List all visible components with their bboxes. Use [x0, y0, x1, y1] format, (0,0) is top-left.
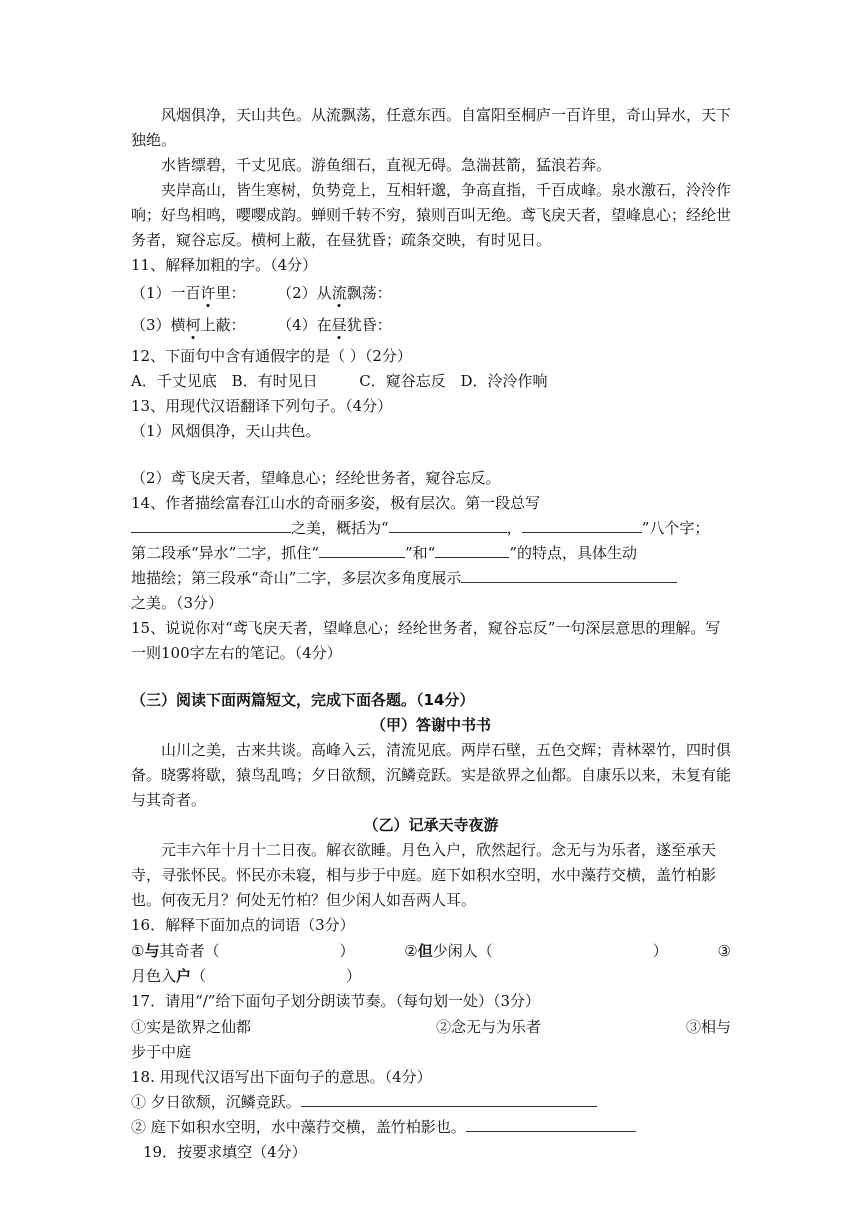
- q16-bold-word: 与: [144, 942, 160, 960]
- answer-blank[interactable]: [131, 516, 291, 533]
- question-14-line-3: [131, 541, 731, 566]
- option-d: D．泠泠作响: [460, 372, 548, 390]
- q16-text: 少闲人（: [432, 942, 493, 960]
- q16-text: ）: [346, 967, 362, 985]
- question-18-item-2: [131, 1115, 731, 1140]
- q16-text: 月色入: [131, 967, 177, 985]
- question-14-line-4: [131, 566, 731, 591]
- q11-item-3-suffix: 上蔽：: [200, 316, 246, 334]
- answer-blank[interactable]: [522, 516, 642, 533]
- passage-a-text: 山川之美，古来共谈。高峰入云，清流见底。两岸石壁，五色交辉；青林翠竹，四时俱备。晓雾将歇，猿鸟乱鸣；夕日欲颓，沉鳞竞跃。实是欲界之仙都。自康乐以来，未复有能与其奇者。: [131, 741, 732, 809]
- q16-text: （: [191, 967, 207, 985]
- q11-item-2-prefix: （2）从: [277, 284, 332, 302]
- q11-item-4-prefix: （4）在: [277, 316, 332, 334]
- q11-item-3-prefix: （3）横: [131, 316, 186, 334]
- question-14-line-2: [131, 516, 731, 541]
- question-16-items-row1: [131, 938, 731, 964]
- answer-blank[interactable]: [461, 566, 677, 583]
- q16-label: ②: [404, 942, 418, 960]
- passage-a-title: （甲）答谢中书书: [370, 716, 491, 734]
- q17-sentence-b: ②念无与为乐者: [435, 1018, 541, 1036]
- q16-bold-word: 但: [417, 942, 433, 960]
- q11-item-4-suffix: 犹昏：: [346, 316, 392, 334]
- section-3-heading: （三）阅读下面两篇短文，完成下面各题。（14分）: [131, 691, 475, 709]
- answer-blank[interactable]: [466, 1115, 636, 1132]
- exam-page: [131, 103, 731, 1165]
- q17-sentence-a: ①实是欲界之仙都: [131, 1018, 252, 1036]
- q17-sentence-c-cont: 步于中庭: [131, 1043, 192, 1061]
- question-12-title: 12、下面句中含有通假字的是（ ）（2分）: [131, 347, 412, 365]
- passage-b-title: （乙）记承天寺夜游: [363, 816, 499, 834]
- question-13-sentence-2: （2）鸢飞戾天者，望峰息心；经纶世务者，窥谷忘反。: [131, 469, 501, 487]
- q14-text: ”八个字；: [641, 519, 710, 537]
- question-12-options: [131, 369, 731, 394]
- question-14-line-1: 14、作者描绘富春江山水的奇丽多姿，极有层次。第一段总写: [131, 494, 541, 512]
- question-16-title: 16．解释下面加点的词语（3分）: [131, 916, 355, 934]
- answer-blank[interactable]: [389, 516, 507, 533]
- passage-paragraph: 夹岸高山，皆生寒树，负势竞上，互相轩邈，争高直指，千百成峰。泉水激石，泠泠作响；好鸟相鸣，嘤嘤成韵。蝉则千转不穷，猿则百叫无绝。鸢飞戾天者，望峰息心；经纶世务者，窥谷忘反。横柯上蔽，在昼犹昏；疏条交映，有时见日。: [131, 181, 732, 249]
- question-18-title: 18. 用现代汉语写出下面句子的意思。（4分）: [131, 1068, 432, 1086]
- option-c: C．窥谷忘反: [359, 372, 446, 390]
- q11-item-3-dotted-char: 柯: [185, 316, 201, 334]
- q11-item-4-dotted-char: 昼: [331, 316, 347, 334]
- q16-bold-word: 户: [176, 967, 192, 985]
- q17-sentence-c: ③相与: [685, 1018, 731, 1036]
- question-17-items: [131, 1014, 731, 1040]
- answer-blank[interactable]: [319, 541, 405, 558]
- question-19-title: 19．按要求填空（4分）: [143, 1143, 307, 1161]
- q11-item-1-suffix: 里：: [215, 284, 246, 302]
- q11-item-1-prefix: （1）一百: [131, 284, 201, 302]
- q14-text: ”的特点，具体生动: [509, 544, 638, 562]
- q11-item-2-suffix: 飘荡：: [346, 284, 392, 302]
- q11-item-2-dotted-char: 流: [331, 284, 347, 302]
- question-11-items-row2: [131, 308, 731, 342]
- answer-blank[interactable]: [301, 1090, 597, 1107]
- passage-paragraph: 风烟俱净，天山共色。从流飘荡，任意东西。自富阳至桐庐一百许里，奇山异水，天下独绝。: [131, 106, 732, 149]
- q16-text: 其奇者（: [159, 942, 220, 960]
- q11-item-1-dotted-char: 许: [200, 284, 216, 302]
- question-14-line-5: 之美。（3分）: [131, 594, 224, 612]
- passage-b-text: 元丰六年十月十二日夜。解衣欲睡。月色入户，欣然起行。念无与为乐者，遂至承天寺，寻张怀民。怀民亦未寝，相与步于中庭。庭下如积水空明，水中藻荇交横，盖竹柏影也。何夜无月？何处无竹柏？但少闲人如吾两人耳。: [131, 841, 717, 909]
- q16-text: ）: [339, 942, 355, 960]
- passage-yu-zhu-yuan-si-shu: [131, 103, 731, 253]
- q16-label: ①: [131, 942, 145, 960]
- question-11-title: 11、解释加粗的字。（4分）: [131, 256, 318, 274]
- answer-blank[interactable]: [435, 541, 509, 558]
- question-17-title: 17．请用“/”给下面句子划分朗读节奏。（每句划一处）（3分）: [131, 992, 541, 1010]
- q16-item-b: [404, 938, 668, 964]
- q14-text: 之美，概括为“: [291, 519, 389, 537]
- q14-text: ，: [506, 519, 522, 537]
- option-b: B．有时见日: [231, 372, 318, 390]
- q18-sentence: ① 夕日欲颓，沉鳞竞跃。: [131, 1093, 301, 1111]
- question-16-items-row2: [131, 964, 731, 989]
- q14-text: 地描绘；第三段承“奇山”二字，多层次多角度展示: [131, 569, 462, 587]
- q16-item-a: [131, 938, 355, 964]
- question-18-item-1: [131, 1090, 731, 1115]
- question-13-sentence-1: （1）风烟俱净，天山共色。: [131, 422, 321, 440]
- q16-label: ③: [717, 942, 731, 960]
- question-11-items-row1: [131, 278, 731, 308]
- question-15: 15、说说你对“鸢飞戾天者，望峰息心；经纶世务者，窥谷忘反”一句深层意思的理解。写一则100字左右的笔记。（4分）: [131, 619, 721, 662]
- q14-text: 第二段承“异水”二字，抓住“: [131, 544, 320, 562]
- passage-paragraph: 水皆缥碧，千丈见底。游鱼细石，直视无碍。急湍甚箭，猛浪若奔。: [161, 156, 612, 174]
- q14-text: ”和“: [405, 544, 436, 562]
- question-13-title: 13、用现代汉语翻译下列句子。（4分）: [131, 397, 393, 415]
- option-a: A．千丈见底: [131, 372, 217, 390]
- q18-sentence: ② 庭下如积水空明，水中藻荇交横，盖竹柏影也。: [131, 1118, 466, 1136]
- q16-text: ）: [652, 942, 668, 960]
